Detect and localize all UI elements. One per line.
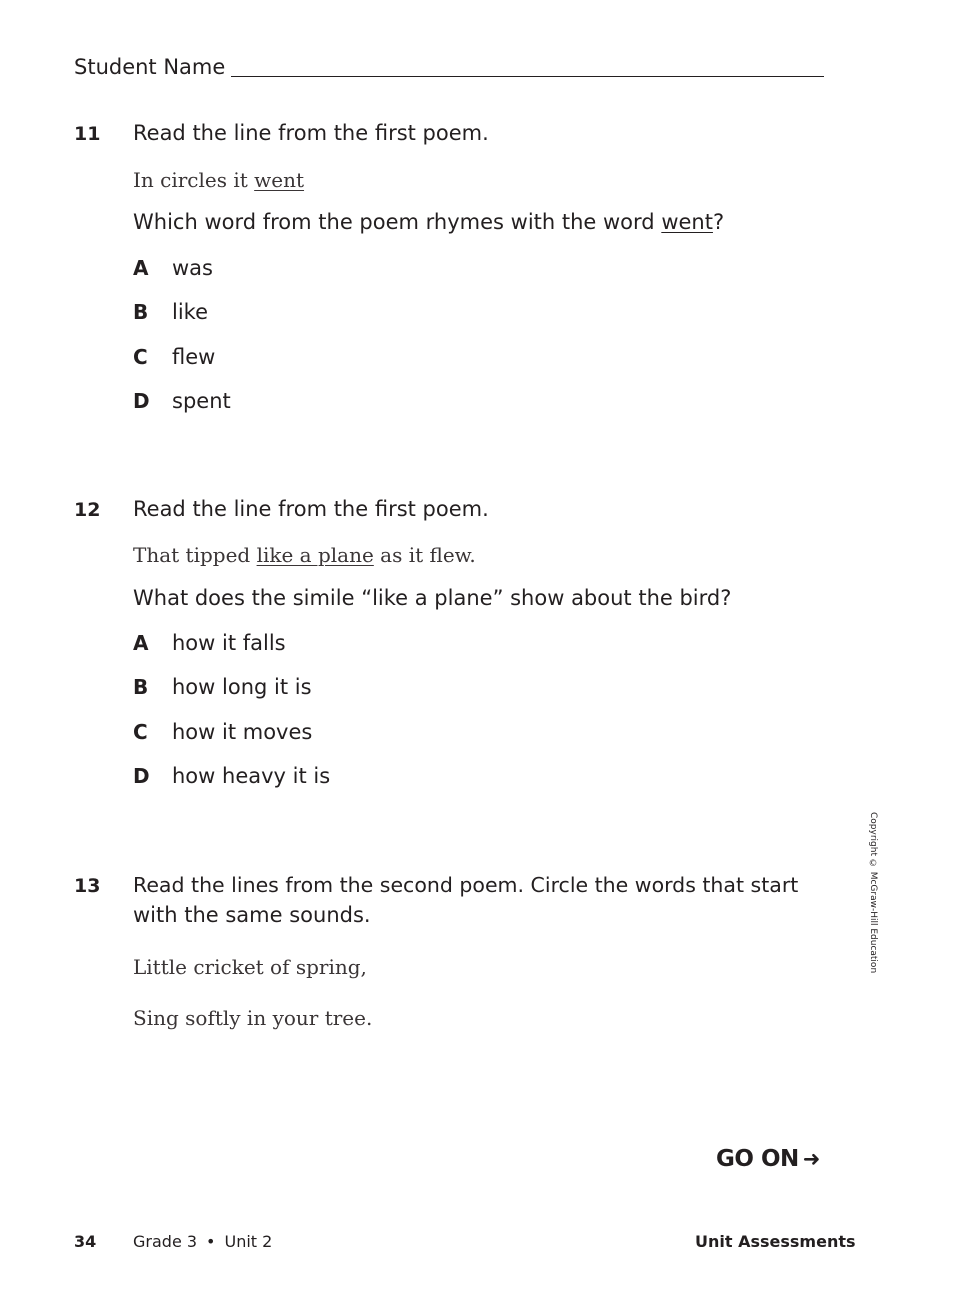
- choice-text: like: [172, 300, 209, 324]
- choice-letter: A: [133, 256, 149, 280]
- question-number-12: 12: [74, 499, 101, 521]
- question-11-prompt: Read the line from the first poem.: [133, 121, 489, 145]
- choice-letter: C: [133, 345, 148, 369]
- question-13-quote-line-2[interactable]: Sing softly in your tree.: [133, 1006, 373, 1030]
- question-12-prompt: Read the line from the first poem.: [133, 497, 489, 521]
- question-12-choice-a[interactable]: [133, 631, 286, 655]
- choice-letter: D: [133, 764, 150, 788]
- go-on-label: GO ON ➜: [716, 1146, 820, 1172]
- question-11-choice-a[interactable]: [133, 256, 213, 280]
- choice-letter: B: [133, 300, 149, 324]
- choice-letter: B: [133, 675, 149, 699]
- question-13-quote-line-1[interactable]: Little cricket of spring,: [133, 955, 367, 979]
- question-12-choice-d[interactable]: [133, 764, 330, 788]
- question-number-13: 13: [74, 875, 101, 897]
- choice-text: flew: [172, 345, 216, 369]
- choice-text: how long it is: [172, 675, 312, 699]
- question-11-choice-b[interactable]: [133, 300, 208, 324]
- question-11-quote: In circles it went: [133, 168, 305, 192]
- student-name-line[interactable]: [231, 76, 824, 77]
- question-number-11: 11: [74, 123, 101, 145]
- question-12-choice-c[interactable]: [133, 720, 312, 744]
- question-12-choice-b[interactable]: [133, 675, 312, 699]
- choice-text: was: [172, 256, 213, 280]
- question-11-choice-c[interactable]: [133, 345, 215, 369]
- choice-letter: C: [133, 720, 148, 744]
- footer-grade-unit: Grade 3 • Unit 2: [133, 1232, 273, 1251]
- choice-text: how it moves: [172, 720, 313, 744]
- copyright-notice: Copyright © McGraw-Hill Education: [868, 812, 878, 974]
- student-name-label: Student Name: [74, 55, 226, 79]
- question-13-prompt-line-2: with the same sounds.: [133, 903, 371, 927]
- choice-text: spent: [172, 389, 231, 413]
- question-12-question: What does the simile “like a plane” show about the bird?: [133, 586, 732, 610]
- choice-text: how heavy it is: [172, 764, 331, 788]
- question-12-quote: That tipped like a plane as it flew.: [133, 543, 476, 567]
- page-number: 34: [74, 1232, 97, 1251]
- question-11-choice-d[interactable]: [133, 389, 231, 413]
- choice-letter: A: [133, 631, 149, 655]
- choice-text: how it falls: [172, 631, 286, 655]
- question-13-prompt-line-1: Read the lines from the second poem. Circle the words that start: [133, 873, 799, 897]
- footer-section: Unit Assessments: [695, 1232, 856, 1251]
- choice-letter: D: [133, 389, 150, 413]
- question-11-question: Which word from the poem rhymes with the word went?: [133, 210, 725, 234]
- arrow-right-icon: ➜: [802, 1147, 820, 1171]
